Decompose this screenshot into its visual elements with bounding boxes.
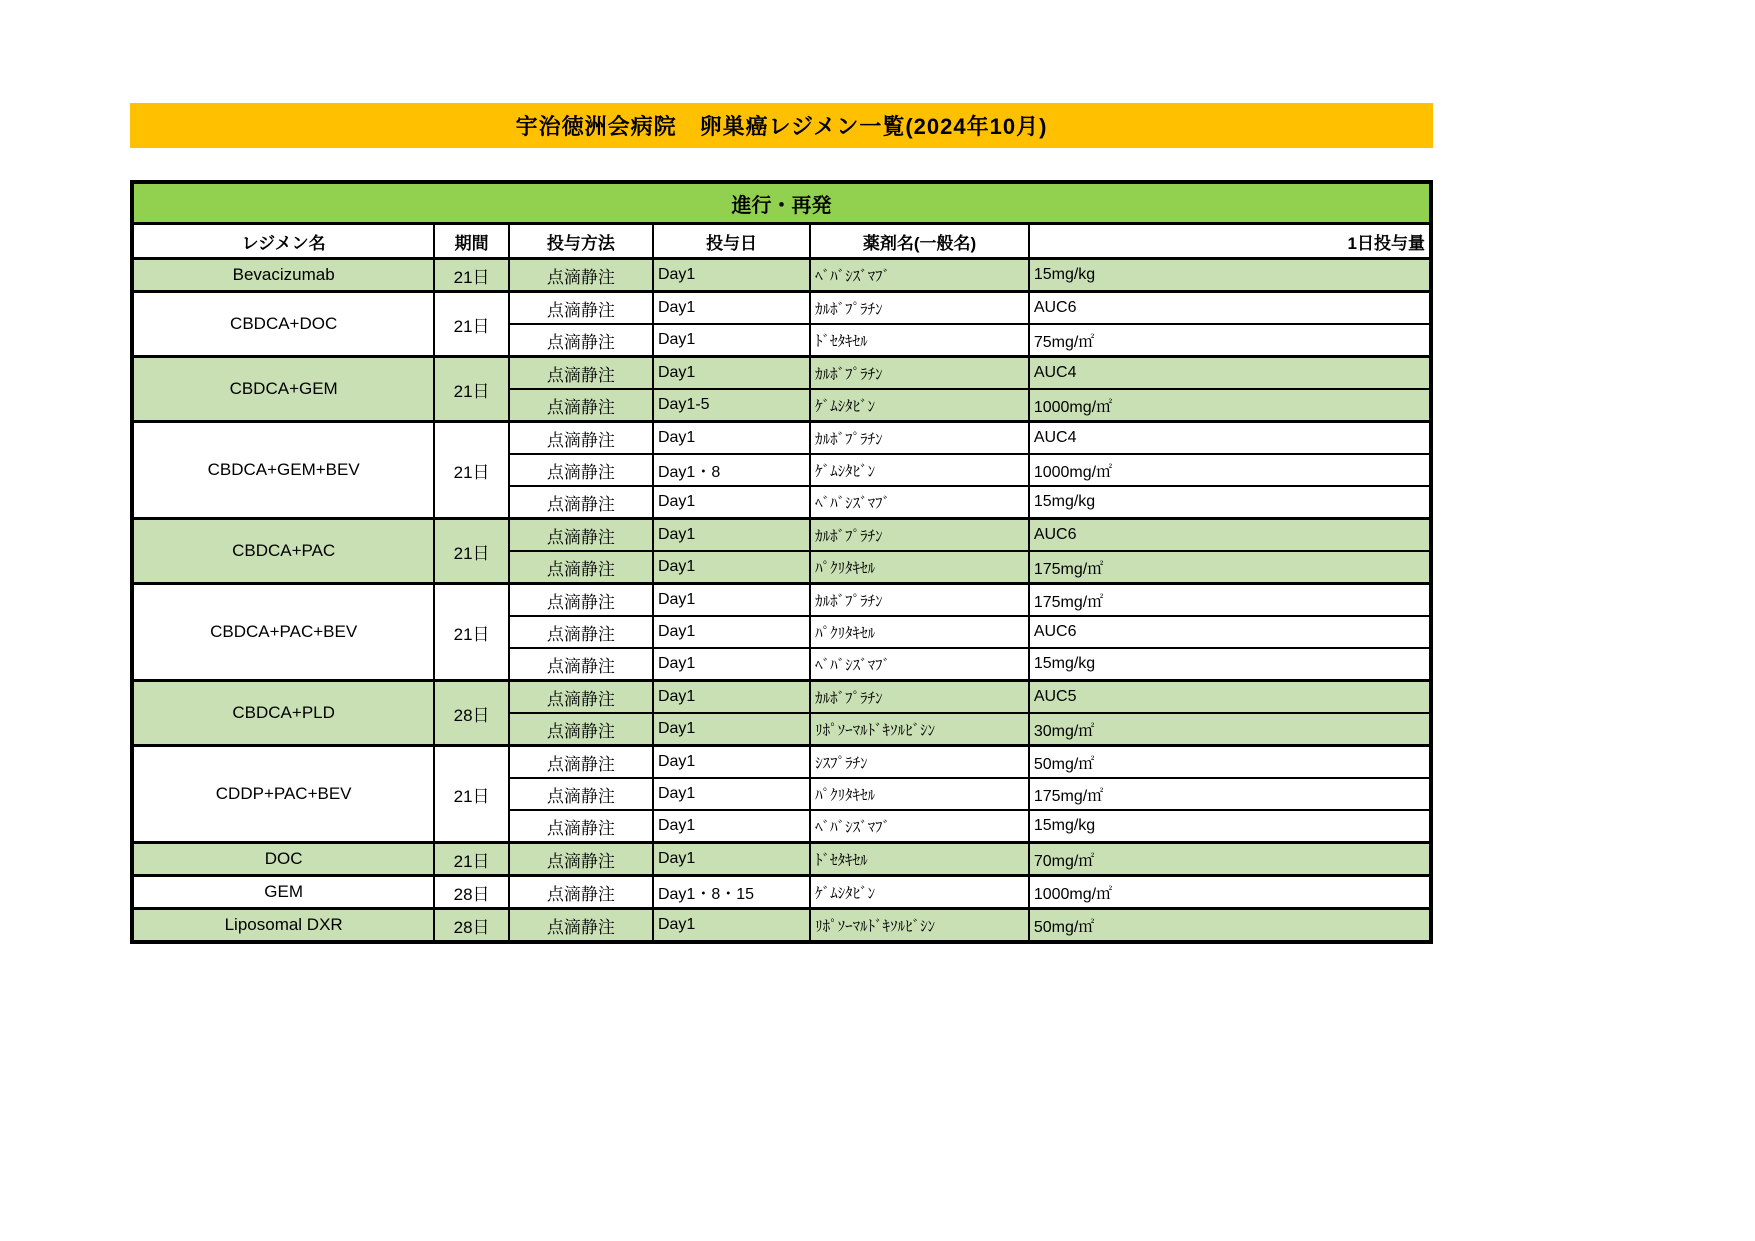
period-cell: 21日 xyxy=(434,292,509,357)
regimen-cell: Liposomal DXR xyxy=(132,909,434,943)
method-cell: 点滴静注 xyxy=(509,357,653,390)
drug-cell: ﾊﾟｸﾘﾀｷｾﾙ xyxy=(810,778,1029,810)
page-title: 宇治徳洲会病院 卵巣癌レジメン一覧(2024年10月) xyxy=(130,103,1433,148)
column-header-method: 投与方法 xyxy=(509,224,653,259)
table-row xyxy=(132,584,1431,617)
section-banner-row xyxy=(132,182,1431,224)
drug-cell: ｶﾙﾎﾞﾌﾟﾗﾁﾝ xyxy=(810,292,1029,325)
day-cell: Day1 xyxy=(653,778,810,810)
day-cell: Day1 xyxy=(653,616,810,648)
day-cell: Day1 xyxy=(653,584,810,617)
regimen-table xyxy=(130,180,1433,944)
dose-cell: 70mg/㎡ xyxy=(1029,843,1431,876)
regimen-cell: DOC xyxy=(132,843,434,876)
method-cell: 点滴静注 xyxy=(509,876,653,909)
table-row xyxy=(132,876,1431,909)
period-cell: 21日 xyxy=(434,746,509,843)
table-row xyxy=(132,357,1431,390)
day-cell: Day1 xyxy=(653,486,810,519)
table-row xyxy=(132,519,1431,552)
day-cell: Day1 xyxy=(653,551,810,584)
regimen-cell: CBDCA+GEM+BEV xyxy=(132,422,434,519)
method-cell: 点滴静注 xyxy=(509,259,653,292)
regimen-cell: Bevacizumab xyxy=(132,259,434,292)
method-cell: 点滴静注 xyxy=(509,810,653,843)
day-cell: Day1 xyxy=(653,357,810,390)
drug-cell: ｶﾙﾎﾞﾌﾟﾗﾁﾝ xyxy=(810,357,1029,390)
period-cell: 21日 xyxy=(434,422,509,519)
table-row xyxy=(132,422,1431,455)
day-cell: Day1 xyxy=(653,519,810,552)
column-header-day: 投与日 xyxy=(653,224,810,259)
dose-cell: 15mg/kg xyxy=(1029,486,1431,519)
day-cell: Day1 xyxy=(653,259,810,292)
drug-cell: ﾄﾞｾﾀｷｾﾙ xyxy=(810,843,1029,876)
dose-cell: AUC4 xyxy=(1029,422,1431,455)
day-cell: Day1 xyxy=(653,843,810,876)
day-cell: Day1 xyxy=(653,713,810,746)
dose-cell: AUC4 xyxy=(1029,357,1431,390)
table-row xyxy=(132,843,1431,876)
dose-cell: AUC5 xyxy=(1029,681,1431,714)
day-cell: Day1 xyxy=(653,292,810,325)
drug-cell: ｶﾙﾎﾞﾌﾟﾗﾁﾝ xyxy=(810,519,1029,552)
dose-cell: 15mg/kg xyxy=(1029,810,1431,843)
drug-cell: ｶﾙﾎﾞﾌﾟﾗﾁﾝ xyxy=(810,584,1029,617)
table-row xyxy=(132,259,1431,292)
day-cell: Day1-5 xyxy=(653,389,810,422)
period-cell: 28日 xyxy=(434,876,509,909)
dose-cell: 1000mg/㎡ xyxy=(1029,454,1431,486)
method-cell: 点滴静注 xyxy=(509,746,653,779)
method-cell: 点滴静注 xyxy=(509,324,653,357)
method-cell: 点滴静注 xyxy=(509,486,653,519)
method-cell: 点滴静注 xyxy=(509,454,653,486)
regimen-cell: CBDCA+GEM xyxy=(132,357,434,422)
dose-cell: 15mg/kg xyxy=(1029,259,1431,292)
column-header-drug: 薬剤名(一般名) xyxy=(810,224,1029,259)
dose-cell: AUC6 xyxy=(1029,519,1431,552)
dose-cell: 75mg/㎡ xyxy=(1029,324,1431,357)
column-header-regimen: レジメン名 xyxy=(132,224,434,259)
method-cell: 点滴静注 xyxy=(509,389,653,422)
dose-cell: 1000mg/㎡ xyxy=(1029,389,1431,422)
method-cell: 点滴静注 xyxy=(509,422,653,455)
period-cell: 28日 xyxy=(434,909,509,943)
method-cell: 点滴静注 xyxy=(509,648,653,681)
method-cell: 点滴静注 xyxy=(509,616,653,648)
dose-cell: 175mg/㎡ xyxy=(1029,551,1431,584)
method-cell: 点滴静注 xyxy=(509,584,653,617)
dose-cell: 50mg/㎡ xyxy=(1029,746,1431,779)
method-cell: 点滴静注 xyxy=(509,551,653,584)
period-cell: 21日 xyxy=(434,584,509,681)
day-cell: Day1 xyxy=(653,810,810,843)
drug-cell: ﾍﾞﾊﾞｼｽﾞﾏﾌﾞ xyxy=(810,259,1029,292)
method-cell: 点滴静注 xyxy=(509,519,653,552)
regimen-cell: CBDCA+DOC xyxy=(132,292,434,357)
drug-cell: ｹﾞﾑｼﾀﾋﾞﾝ xyxy=(810,454,1029,486)
regimen-cell: CBDCA+PAC+BEV xyxy=(132,584,434,681)
table-body xyxy=(132,259,1431,943)
dose-cell: 1000mg/㎡ xyxy=(1029,876,1431,909)
drug-cell: ﾘﾎﾟｿｰﾏﾙﾄﾞｷｿﾙﾋﾞｼﾝ xyxy=(810,909,1029,943)
day-cell: Day1 xyxy=(653,324,810,357)
period-cell: 28日 xyxy=(434,681,509,746)
method-cell: 点滴静注 xyxy=(509,778,653,810)
day-cell: Day1 xyxy=(653,909,810,943)
period-cell: 21日 xyxy=(434,259,509,292)
drug-cell: ｼｽﾌﾟﾗﾁﾝ xyxy=(810,746,1029,779)
drug-cell: ﾘﾎﾟｿｰﾏﾙﾄﾞｷｿﾙﾋﾞｼﾝ xyxy=(810,713,1029,746)
drug-cell: ﾊﾟｸﾘﾀｷｾﾙ xyxy=(810,551,1029,584)
period-cell: 21日 xyxy=(434,843,509,876)
day-cell: Day1 xyxy=(653,681,810,714)
drug-cell: ﾍﾞﾊﾞｼｽﾞﾏﾌﾞ xyxy=(810,810,1029,843)
method-cell: 点滴静注 xyxy=(509,713,653,746)
table-row xyxy=(132,746,1431,779)
method-cell: 点滴静注 xyxy=(509,909,653,943)
dose-cell: AUC6 xyxy=(1029,292,1431,325)
drug-cell: ﾊﾟｸﾘﾀｷｾﾙ xyxy=(810,616,1029,648)
method-cell: 点滴静注 xyxy=(509,681,653,714)
dose-cell: 30mg/㎡ xyxy=(1029,713,1431,746)
regimen-cell: CDDP+PAC+BEV xyxy=(132,746,434,843)
drug-cell: ｹﾞﾑｼﾀﾋﾞﾝ xyxy=(810,876,1029,909)
regimen-cell: GEM xyxy=(132,876,434,909)
dose-cell: AUC6 xyxy=(1029,616,1431,648)
dose-cell: 50mg/㎡ xyxy=(1029,909,1431,943)
period-cell: 21日 xyxy=(434,519,509,584)
table-row xyxy=(132,909,1431,943)
day-cell: Day1・8 xyxy=(653,454,810,486)
dose-cell: 175mg/㎡ xyxy=(1029,584,1431,617)
method-cell: 点滴静注 xyxy=(509,843,653,876)
drug-cell: ｹﾞﾑｼﾀﾋﾞﾝ xyxy=(810,389,1029,422)
day-cell: Day1 xyxy=(653,648,810,681)
day-cell: Day1・8・15 xyxy=(653,876,810,909)
dose-cell: 15mg/kg xyxy=(1029,648,1431,681)
drug-cell: ﾄﾞｾﾀｷｾﾙ xyxy=(810,324,1029,357)
drug-cell: ﾍﾞﾊﾞｼｽﾞﾏﾌﾞ xyxy=(810,648,1029,681)
day-cell: Day1 xyxy=(653,422,810,455)
regimen-cell: CBDCA+PAC xyxy=(132,519,434,584)
regimen-cell: CBDCA+PLD xyxy=(132,681,434,746)
section-banner: 進行・再発 xyxy=(132,182,1431,224)
table-row xyxy=(132,681,1431,714)
drug-cell: ﾍﾞﾊﾞｼｽﾞﾏﾌﾞ xyxy=(810,486,1029,519)
period-cell: 21日 xyxy=(434,357,509,422)
column-header-dose: 1日投与量 xyxy=(1029,224,1431,259)
drug-cell: ｶﾙﾎﾞﾌﾟﾗﾁﾝ xyxy=(810,422,1029,455)
dose-cell: 175mg/㎡ xyxy=(1029,778,1431,810)
drug-cell: ｶﾙﾎﾞﾌﾟﾗﾁﾝ xyxy=(810,681,1029,714)
table-row xyxy=(132,292,1431,325)
table-header-row xyxy=(132,224,1431,259)
column-header-period: 期間 xyxy=(434,224,509,259)
method-cell: 点滴静注 xyxy=(509,292,653,325)
day-cell: Day1 xyxy=(653,746,810,779)
